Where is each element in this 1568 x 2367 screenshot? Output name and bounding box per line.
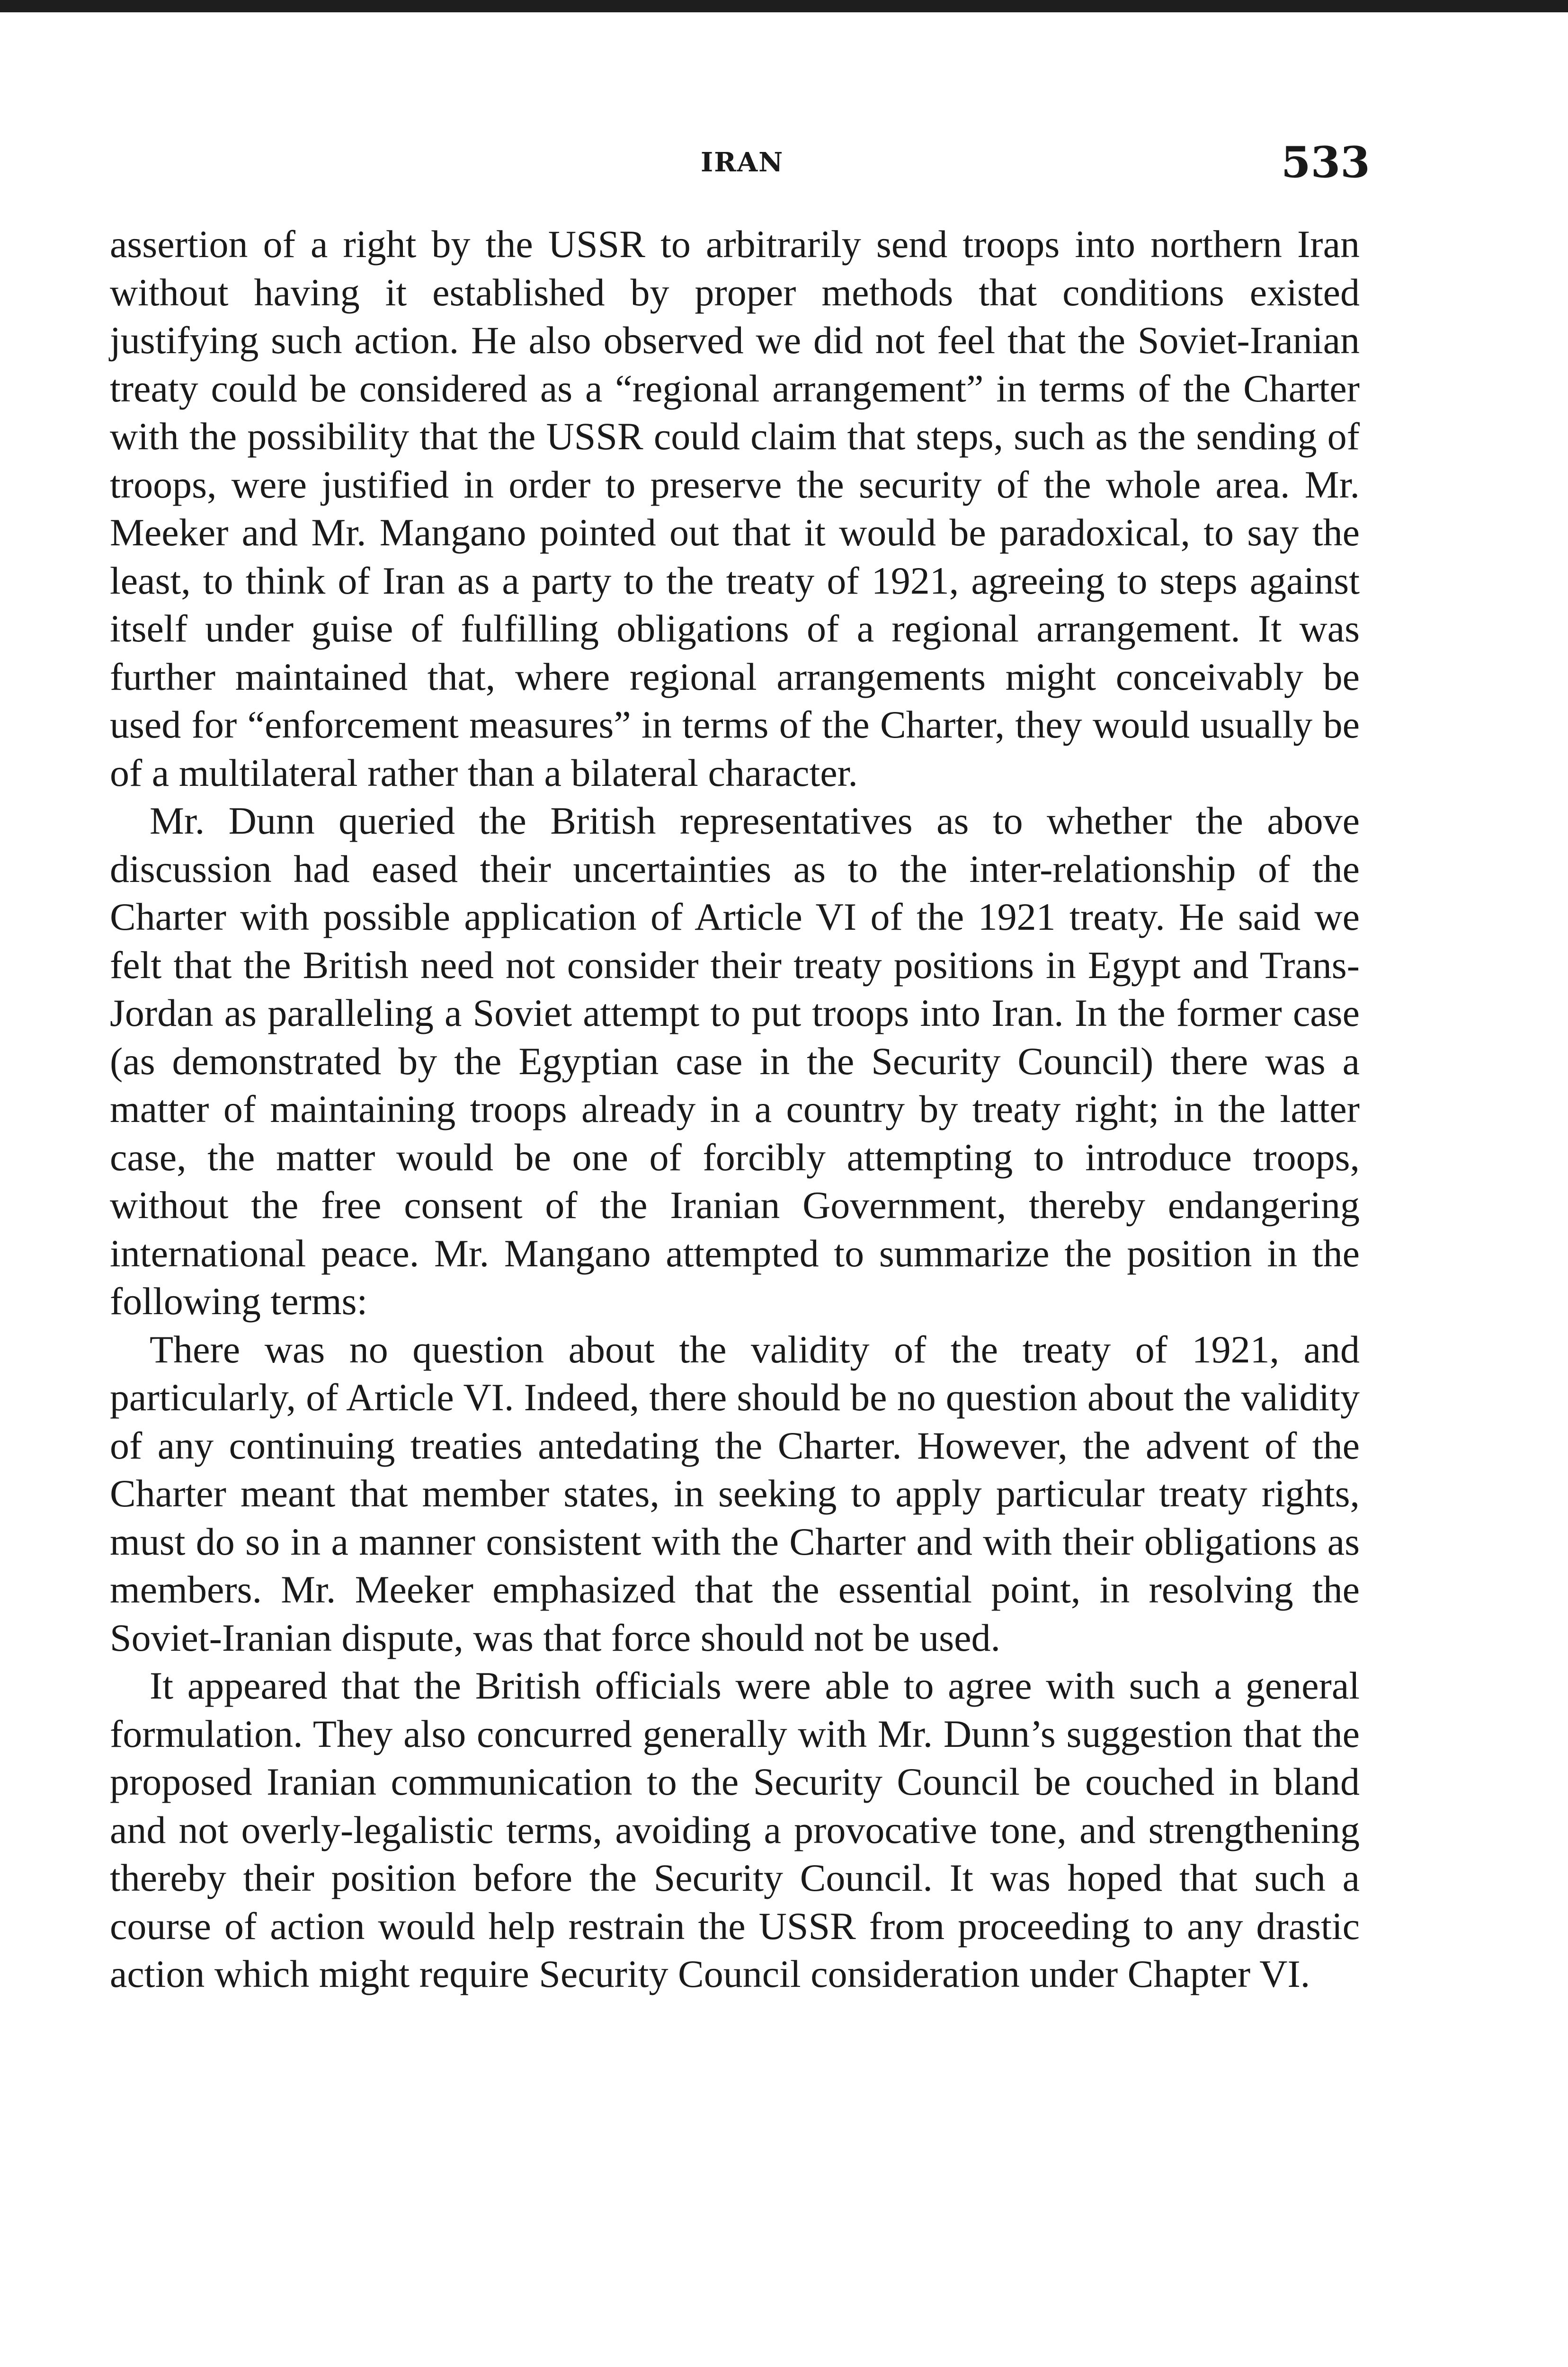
running-head: IRAN [701, 147, 784, 178]
page-number: 533 [1281, 137, 1370, 187]
page-header [0, 137, 1568, 194]
paragraph-british-agreement: It appeared that the British officials were able to agree with such a general formulation. They also concurred generally with Mr. Dunn’s suggestion that the proposed Iranian communication to the Security Council be couched in bland and not overly-legalistic terms, avoiding a provocative tone, and strengthening thereby their position before the Security Council. It was hoped that such a course of action would help restrain the USSR from proceeding to any drastic action which might require Security Council consideration under Chapter VI. [110, 1664, 1360, 1995]
scan-edge [0, 0, 1568, 12]
body-text [110, 220, 1360, 1998]
paragraph-continuation: assertion of a right by the USSR to arbitrarily send troops into northern Iran without having it established by proper methods that conditions existed justifying such action. He also observed we did not feel that the Soviet-Iranian treaty could be considered as a “regional arrangement” in terms of the Charter with the possibility that the USSR could claim that steps, such as the sending of troops, were justified in order to preserve the security of the whole area. Mr. Meeker and Mr. Mangano pointed out that it would be paradoxical, to say the least, to think of Iran as a party to the treaty of 1921, agreeing to steps against itself under guise of fulfilling obligations of a regional arrangement. It was further maintained that, where regional arrangements might conceivably be used for “enforcement measures” in terms of the Charter, they would usually be of a multilateral rather than a bilateral character. [110, 222, 1360, 794]
paragraph-dunn-query: Mr. Dunn queried the British representatives as to whether the above discussion had eased their uncertainties as to the inter-relationship of the Charter with possible application of Article VI of the 1921 treaty. He said we felt that the British need not consider their treaty positions in Egypt and Trans-Jordan as paralleling a Soviet attempt to put troops into Iran. In the former case (as demonstrated by the Egyptian case in the Security Council) there was a matter of maintaining troops already in a country by treaty right; in the latter case, the matter would be one of forcibly attempting to introduce troops, without the free consent of the Iranian Government, thereby endangering international peace. Mr. Mangano attempted to summarize the position in the following terms: [110, 799, 1360, 1323]
paragraph-summary-position: There was no question about the validity of the treaty of 1921, and particularly, of Article VI. Indeed, there should be no question about the validity of any continuing treaties antedating the Charter. However, the advent of the Charter meant that member states, in seeking to apply particular treaty rights, must do so in a manner consistent with the Charter and with their obligations as members. Mr. Meeker emphasized that the essential point, in resolving the Soviet-Iranian dispute, was that force should not be used. [110, 1327, 1360, 1659]
